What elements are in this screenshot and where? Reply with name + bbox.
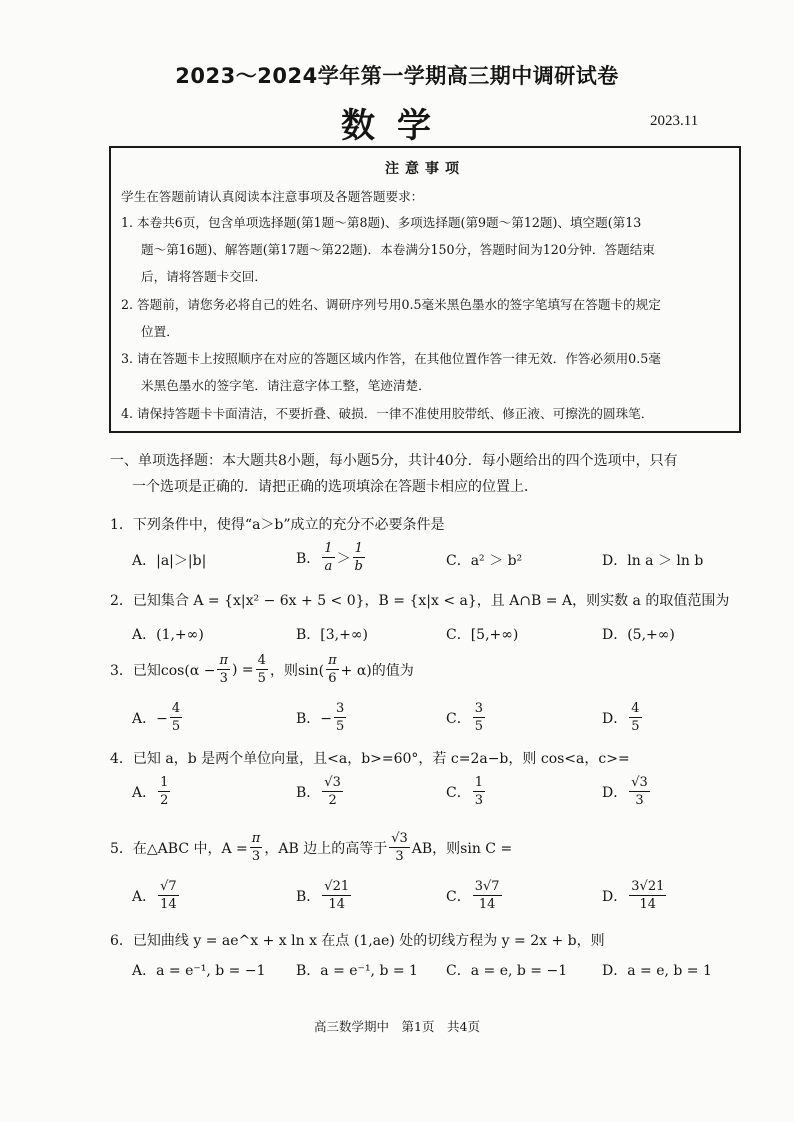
notice-line: 3. 请在答题卡上按照顺序在对应的答题区域内作答，在其他位置作答一律无效．作答必须用0.5毫 <box>121 351 661 366</box>
q1-option-c[interactable]: C．a² ＞ b² <box>446 553 523 569</box>
q3-option-d[interactable]: D． $\frac{4}{5}$ <box>602 701 640 734</box>
q2-option-a[interactable]: A．(1,+∞) <box>132 627 204 643</box>
q3-option-c[interactable]: C． $\frac{3}{5}$ <box>446 701 483 734</box>
q5-option-b[interactable]: B． √ $\frac{21}{14}$ <box>296 880 353 911</box>
page-footer: 高三数学期中 第1页 共4页 <box>314 1019 480 1034</box>
notice-line: 后，请将答题卡交回． <box>141 269 267 284</box>
exam-date: 2023.11 <box>650 113 699 129</box>
notice-line: 2. 答题前，请您务必将自己的姓名、调研序列号用0.5毫米黑色墨水的签字笔填写在答题卡的规定 <box>121 297 661 312</box>
question-5-stem: 5．在△ABC 中，A = $\frac{\pi}{3}$ ，AB 边上的高等于 √ $\frac{3}{3}$ AB，则sin C = <box>110 832 512 863</box>
q2-option-d[interactable]: D．(5,+∞) <box>602 627 675 643</box>
q5-option-a[interactable]: A． √ $\frac{7}{14}$ <box>132 880 181 911</box>
q6-option-b[interactable]: B．a = e⁻¹, b = 1 <box>296 963 418 979</box>
question-6-stem: 6．已知曲线 y = ae^x + x ln x 在点 (1,ae) 处的切线方程为 y = 2x + b，则 <box>110 933 605 949</box>
exam-subject: 数学 <box>341 106 453 146</box>
notice-box <box>109 146 741 433</box>
q5-option-c[interactable]: C． $\frac{3√ 7}{14}$ <box>446 880 504 911</box>
question-3-stem: 3．已知cos(α − $\frac{\pi}{3}$ ) = $\frac{4}{5}$ ，则sin( $\frac{\pi}{6}$ + α)的值为 <box>110 653 414 686</box>
notice-title: 注意事项 <box>385 161 465 177</box>
notice-line: 4. 请保持答题卡卡面清洁，不要折叠、破损．一律不准使用胶带纸、修正液、可擦洗的圆珠笔． <box>121 406 654 421</box>
question-2-stem: 2．已知集合 A = {x|x² − 6x + 5 < 0}，B = {x|x < a}，且 A∩B = A，则实数 a 的取值范围为 <box>110 593 730 609</box>
q6-option-d[interactable]: D．a = e, b = 1 <box>602 963 712 979</box>
q4-option-b[interactable]: B． √ $\frac{3}{2}$ <box>296 776 345 807</box>
question-1-stem: 1．下列条件中，使得“a＞b”成立的充分不必要条件是 <box>110 517 445 533</box>
q1-option-a[interactable]: A．|a|＞|b| <box>132 553 207 569</box>
q4-option-c[interactable]: C． $\frac{1}{3}$ <box>446 775 483 808</box>
exam-title: 2023～2024学年第一学期高三期中调研试卷 <box>175 64 619 88</box>
q1-option-b[interactable]: B． $\frac{1}{a}$ ＞ $\frac{1}{b}$ <box>296 541 363 574</box>
notice-line: 位置． <box>141 324 179 339</box>
q2-option-c[interactable]: C．[5,+∞) <box>446 627 519 643</box>
q3-option-a[interactable]: A．− $\frac{4}{5}$ <box>132 701 181 734</box>
notice-intro: 学生在答题前请认真阅读本注意事项及各题答题要求： <box>121 189 424 204</box>
q5-option-d[interactable]: D． $\frac{3√ 21}{14}$ <box>602 880 668 911</box>
question-4-stem: 4．已知 a，b 是两个单位向量，且<a，b>=60°，若 c=2a−b，则 cos<a，c>= <box>110 751 630 767</box>
notice-line: 题～第16题)、解答题(第17题～第22题)．本卷满分150分，答题时间为120分钟．答题结束 <box>141 242 655 257</box>
q6-option-a[interactable]: A．a = e⁻¹, b = −1 <box>132 963 266 979</box>
section-heading-cont: 一个选项是正确的．请把正确的选项填涂在答题卡相应的位置上． <box>132 479 538 495</box>
q4-option-d[interactable]: D． √ $\frac{3}{3}$ <box>602 776 652 807</box>
notice-line: 米黑色墨水的签字笔．请注意字体工整，笔迹清楚． <box>141 378 431 393</box>
notice-line: 1. 本卷共6页，包含单项选择题(第1题～第8题)、多项选择题(第9题～第12题)、填空题(第13 <box>121 215 642 230</box>
section-heading: 一、单项选择题：本大题共8小题，每小题5分，共计40分．每小题给出的四个选项中，只有 <box>110 453 678 469</box>
q6-option-c[interactable]: C．a = e, b = −1 <box>446 963 568 979</box>
q4-option-a[interactable]: A． $\frac{1}{2}$ <box>132 775 169 808</box>
q2-option-b[interactable]: B．[3,+∞) <box>296 627 368 643</box>
q1-option-d[interactable]: D．ln a ＞ ln b <box>602 553 704 569</box>
q3-option-b[interactable]: B．− $\frac{3}{5}$ <box>296 701 345 734</box>
